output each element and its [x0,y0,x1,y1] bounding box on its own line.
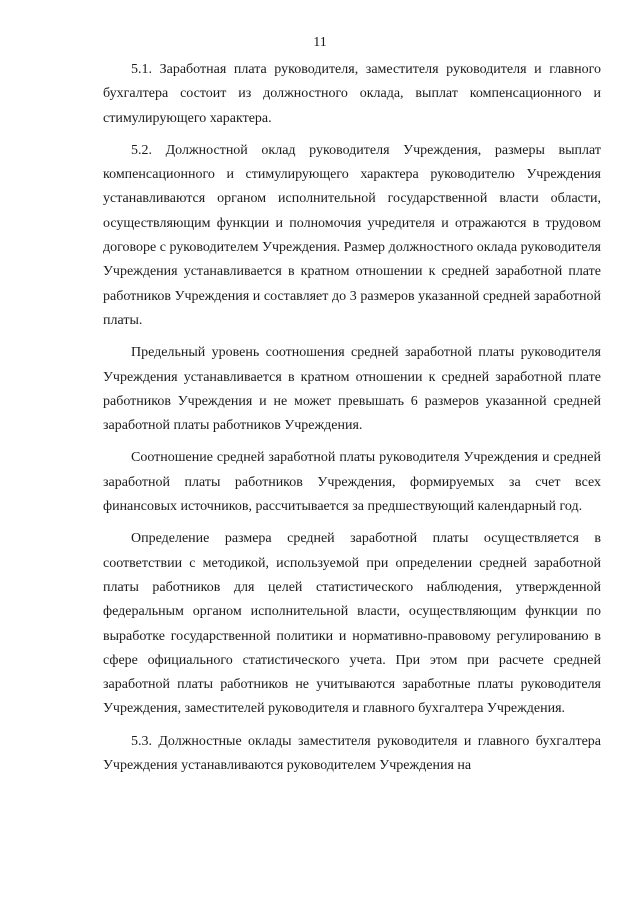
paragraph-5-3: 5.3. Должностные оклады заместителя руководителя и главного бухгалтера Учреждения устанавливаются руководителем Учреждения на [103,733,601,774]
page-number: 11 [313,35,327,50]
paragraph-ratio-calculation: Соотношение средней заработной платы руководителя Учреждения и средней заработной платы работников Учреждения, формируемых за счет всех финансовых источников, рассчитывается за предшествующий календарный год. [103,450,601,515]
paragraph-ratio-limit: Предельный уровень соотношения средней заработной платы руководителя Учреждения устанавливается в кратном отношении к средней заработной плате работников Учреждения и не может превышать 6 размеров указанной средней заработной платы работников Учреждения. [103,345,601,434]
paragraph-5-2: 5.2. Должностной оклад руководителя Учреждения, размеры выплат компенсационного и стимулирующего характера руководителю Учреждения устанавливаются органом исполнительной государственной власти области, осуществляющим функции и полномочия учредителя и отражаются в трудовом договоре с руководителем Учреждения. Размер должностного оклада руководителя Учреждения устанавливается в кратном отношении к средней заработной плате работников Учреждения и составляет до 3 размеров указанной средней заработной платы. [103,142,601,328]
document-body [103,58,601,786]
paragraph-5-1: 5.1. Заработная плата руководителя, заместителя руководителя и главного бухгалтера состоит из должностного оклада, выплат компенсационного и стимулирующего характера. [103,62,601,126]
paragraph-average-salary-method: Определение размера средней заработной платы осуществляется в соответствии с методикой, используемой при определении средней заработной платы работников для целей статистического наблюдения, утвержденной федеральным органом исполнительной власти, осуществляющим функции по выработке государственной политики и нормативно-правовому регулированию в сфере официального статистического учета. При этом при расчете средней заработной платы работников не учитываются заработные платы руководителя Учреждения, заместителей руководителя и главного бухгалтера Учреждения. [103,531,601,717]
